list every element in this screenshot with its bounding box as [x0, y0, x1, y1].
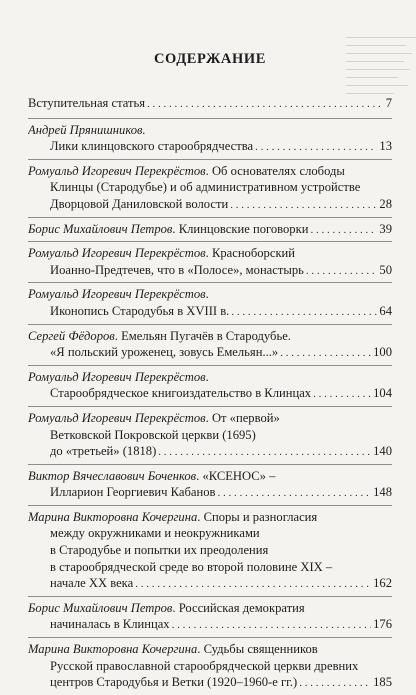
- page-title: СОДЕРЖАНИЕ: [153, 51, 267, 67]
- toc-line: [28, 525, 392, 542]
- toc-line-text: [28, 370, 209, 384]
- dot-leader: [313, 386, 371, 403]
- toc-line: [28, 245, 392, 262]
- author-name: Ромуальд Игоревич Перекрёстов: [28, 369, 206, 384]
- toc-line: [28, 385, 392, 403]
- toc-title-text: Старообрядческое книгоиздательство в Клинцах: [50, 386, 312, 401]
- toc-line-text: [28, 221, 308, 238]
- toc-line-text: [28, 287, 209, 301]
- dot-leader: [306, 263, 378, 280]
- author-name: Ромуальд Игоревич Перекрёстов: [28, 246, 206, 261]
- toc-line-text: [50, 560, 332, 574]
- toc-title-text: Иконопись Стародубья в XVIII в.: [50, 303, 230, 318]
- toc-title-text: Дворцовой Даниловской волости: [50, 196, 229, 211]
- toc-entry[interactable]: [28, 406, 392, 464]
- dot-leader: [299, 675, 371, 692]
- toc-line-text: [28, 601, 305, 615]
- toc-line: [28, 600, 392, 617]
- toc-title-text: Лики клинцовского старообрядчества: [50, 139, 254, 154]
- toc-line-text: [50, 262, 304, 279]
- author-name: Марина Викторовна Кочергина: [28, 642, 198, 657]
- toc-line-text: [50, 526, 260, 540]
- page-number: 104: [373, 386, 392, 401]
- toc-entry[interactable]: [28, 464, 392, 505]
- toc-title-text: . Споры и разногласия: [197, 509, 318, 524]
- toc-line: [28, 122, 392, 139]
- dot-leader: [280, 345, 371, 362]
- toc-line-text: [50, 196, 228, 213]
- toc-line: [28, 286, 392, 303]
- toc-title-text: в старообрядческой среде во второй половине XIX –: [50, 559, 333, 574]
- toc-title-text: в Стародубье и попытки их преодоления: [50, 543, 269, 558]
- dot-leader: [310, 222, 377, 239]
- toc-title-text: центров Стародубья и Ветки (1920–1960-е гг.): [50, 675, 298, 690]
- toc-line-text: [28, 469, 275, 483]
- toc-line: [28, 95, 392, 113]
- toc-line-text: [50, 484, 215, 501]
- toc-line-text: [28, 123, 146, 137]
- dot-leader: [255, 139, 377, 156]
- toc-title-text: между окружниками и неокружниками: [50, 526, 260, 541]
- toc-title-text: «Я польский уроженец, зовусь Емельян...»: [50, 345, 279, 360]
- toc-line: [28, 196, 392, 214]
- toc-title-text: Вступительная статья: [28, 96, 146, 110]
- toc-entry[interactable]: [28, 241, 392, 282]
- page-number: 176: [373, 617, 392, 632]
- page-number: 64: [379, 303, 392, 318]
- toc-line: [28, 427, 392, 444]
- author-name: Ромуальд Игоревич Перекрёстов: [28, 287, 206, 302]
- toc-line: [28, 641, 392, 658]
- toc-line-text: [50, 344, 278, 361]
- toc-entry[interactable]: [28, 217, 392, 242]
- toc-entry[interactable]: [28, 596, 392, 637]
- toc-entry[interactable]: [28, 365, 392, 406]
- toc-line: [28, 179, 392, 196]
- toc-line-text: [50, 385, 311, 402]
- toc-line: [28, 262, 392, 280]
- toc-line-text: [50, 138, 253, 155]
- page-number: 7: [385, 96, 392, 110]
- dot-leader: [231, 304, 377, 321]
- toc-line-text: [50, 674, 297, 691]
- toc-line: [28, 369, 392, 386]
- toc-title-text: Иоанно-Предтечев, что в «Полосе», монастырь: [50, 262, 304, 277]
- toc-entry[interactable]: [28, 159, 392, 217]
- author-name: Ромуальд Игоревич Перекрёстов: [28, 410, 206, 425]
- toc-line: [28, 559, 392, 576]
- toc-title-text: . Об основателях слободы: [205, 163, 345, 178]
- toc-line-text: [28, 246, 295, 260]
- toc-line: [28, 138, 392, 156]
- author-name: Ромуальд Игоревич Перекрёстов: [28, 163, 206, 178]
- toc-title-text: .: [205, 369, 209, 384]
- toc-line: [28, 484, 392, 502]
- page-number: 185: [373, 675, 392, 690]
- toc-title-text: .: [205, 287, 209, 302]
- toc-title-text: . Емельян Пугачёв в Стародубье.: [114, 328, 291, 343]
- toc-title-text: . Российская демократия: [172, 600, 305, 615]
- toc-title-text: . Красноборский: [205, 246, 296, 261]
- dot-leader: [217, 485, 371, 502]
- toc-line: [28, 542, 392, 559]
- author-name: Борис Михайлович Петров: [28, 600, 173, 615]
- dot-leader: [147, 96, 384, 113]
- toc-line-text: [28, 95, 145, 112]
- toc-line-text: [50, 659, 358, 673]
- toc-line: [28, 468, 392, 485]
- page-number: 140: [373, 444, 392, 459]
- toc-title-text: . «КСЕНОС» –: [196, 468, 276, 483]
- toc-line: [28, 658, 392, 675]
- toc-line-text: [50, 575, 133, 592]
- page-number: 28: [379, 196, 392, 211]
- toc-line: [28, 221, 392, 239]
- toc-line: [28, 303, 392, 321]
- page-number: 100: [373, 345, 392, 360]
- toc-line-text: [50, 443, 156, 460]
- toc-line-text: [28, 510, 317, 524]
- page-number: 39: [379, 221, 392, 236]
- toc-title-text: Ветковской Покровской церкви (1695): [50, 427, 256, 442]
- page-number: 50: [379, 262, 392, 277]
- toc-title-text: Клинцы (Стародубье) и об административном устройстве: [50, 180, 361, 195]
- toc-title-text: . Клинцовские поговорки: [172, 221, 309, 236]
- toc-title-text: Илларион Георгиевич Кабанов: [50, 485, 216, 500]
- toc-title-text: . Судьбы священников: [197, 642, 318, 657]
- author-name: Борис Михайлович Петров: [28, 221, 173, 236]
- toc-title-text: начиналась в Клинцах: [50, 617, 170, 632]
- toc-line: [28, 410, 392, 427]
- toc-line: [28, 575, 392, 593]
- page-number: 162: [373, 576, 392, 591]
- toc-line-text: [28, 642, 318, 656]
- page-number: 148: [373, 485, 392, 500]
- toc-title-text: до «третьей» (1818): [50, 444, 157, 459]
- toc-line-text: [50, 303, 229, 320]
- author-name: Андрей Прянишников.: [28, 122, 146, 137]
- author-name: Сергей Фёдоров: [28, 328, 115, 343]
- toc-line: [28, 674, 392, 692]
- toc-line-text: [28, 164, 345, 178]
- toc-line-text: [50, 428, 256, 442]
- toc-line: [28, 344, 392, 362]
- dot-leader: [172, 617, 372, 634]
- toc-line-text: [28, 411, 280, 425]
- dot-leader: [158, 444, 371, 461]
- toc-entry[interactable]: [28, 92, 392, 118]
- toc-title-text: Русской православной старообрядческой церкви древних: [50, 658, 359, 673]
- table-of-contents: [28, 92, 392, 695]
- toc-entry[interactable]: [28, 637, 392, 695]
- toc-title-text: начале XX века: [50, 576, 134, 591]
- page-number: 13: [379, 139, 392, 154]
- toc-line: [28, 328, 392, 345]
- toc-line: [28, 616, 392, 634]
- toc-line: [28, 163, 392, 180]
- toc-entry[interactable]: [28, 118, 392, 159]
- author-name: Марина Викторовна Кочергина: [28, 509, 198, 524]
- toc-line-text: [50, 180, 360, 194]
- toc-title-text: . От «первой»: [205, 410, 280, 425]
- toc-entry[interactable]: [28, 324, 392, 365]
- dot-leader: [230, 197, 377, 214]
- toc-line-text: [50, 616, 170, 633]
- toc-entry[interactable]: [28, 505, 392, 596]
- toc-entry[interactable]: [28, 282, 392, 323]
- toc-line: [28, 509, 392, 526]
- toc-line: [28, 443, 392, 461]
- dot-leader: [135, 576, 371, 593]
- author-name: Виктор Вячеславович Боченков: [28, 468, 197, 483]
- toc-line-text: [50, 543, 268, 557]
- toc-line-text: [28, 329, 291, 343]
